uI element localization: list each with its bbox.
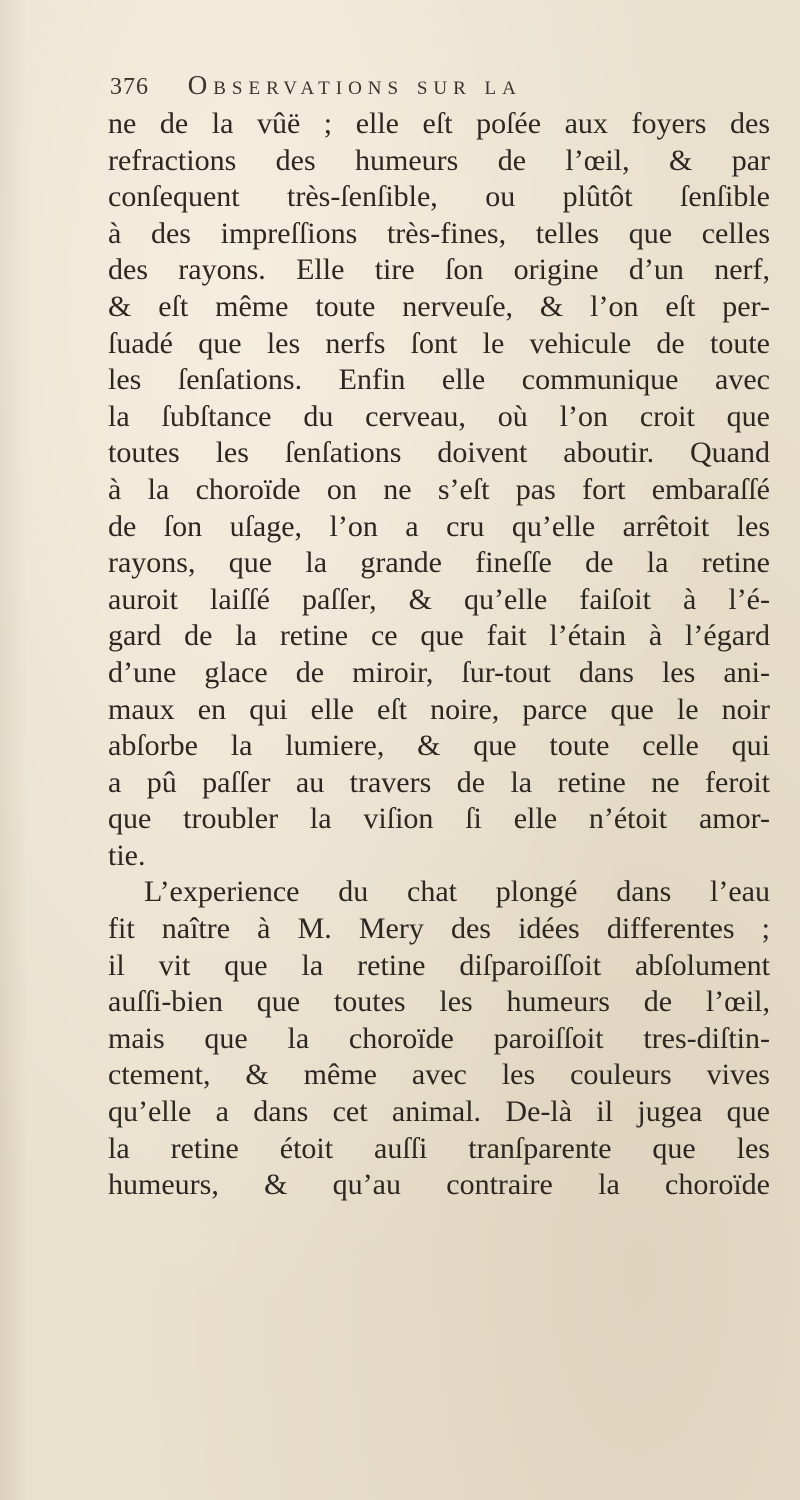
text-line: rayons, que la grande fineſſe de la retine — [108, 546, 770, 580]
text-line: gard de la retine ce que fait l’étain à l’égard — [108, 619, 770, 653]
text-line: il vit que la retine diſparoiſſoit abſolument — [108, 948, 770, 982]
text-line: la ſubſtance du cerveau, où l’on croit que — [108, 399, 770, 433]
body-text — [108, 106, 770, 1204]
text-line: a pû paſſer au travers de la retine ne feroit — [108, 765, 770, 799]
text-line: & eſt même toute nerveuſe, & l’on eſt per- — [108, 289, 770, 323]
text-line: fit naître à M. Mery des idées differentes ; — [108, 912, 770, 946]
text-line: ne de la vûë ; elle eſt poſée aux foyers des — [108, 107, 770, 140]
running-head — [110, 70, 750, 110]
text-line: d’une glace de miroir, ſur-tout dans les ani- — [108, 655, 770, 689]
text-line: ctement, & même avec les couleurs vives — [108, 1058, 770, 1092]
text-line: abſorbe la lumiere, & que toute celle qui — [108, 729, 770, 763]
text-line: des rayons. Elle tire ſon origine d’un nerf, — [108, 253, 770, 287]
text-line: auroit laiſſé paſſer, & qu’elle faiſoit à l’é- — [108, 582, 770, 616]
text-line: les ſenſations. Enfin elle communique avec — [108, 363, 770, 397]
text-line: refractions des humeurs de l’œil, & par — [108, 143, 770, 177]
text-line: que troubler la viſion ſi elle n’étoit amor- — [108, 802, 770, 836]
text-line: qu’elle a dans cet animal. De-là il jugea que — [108, 1095, 770, 1129]
paragraph-first-line: L’experience du chat plongé dans l’eau — [144, 875, 770, 909]
text-line: mais que la choroïde paroiſſoit tres-diſtin- — [108, 1021, 770, 1055]
text-line: humeurs, & qu’au contraire la choroïde — [108, 1168, 770, 1202]
text-line: à des impreſſions très-fines, telles que celles — [108, 216, 770, 250]
text-line: maux en qui elle eſt noire, parce que le noir — [108, 692, 770, 726]
page-number: 376 — [110, 74, 149, 100]
text-line: conſequent très-ſenſible, ou plûtôt ſenſible — [108, 180, 770, 214]
text-line: la retine étoit auſſi tranſparente que les — [108, 1131, 770, 1165]
running-title: Observations sur la — [187, 70, 522, 100]
text-line: toutes les ſenſations doivent aboutir. Quand — [108, 436, 770, 470]
text-line: tie. — [108, 838, 146, 872]
text-line: de ſon uſage, l’on a cru qu’elle arrêtoit les — [108, 509, 770, 543]
text-line: à la choroïde on ne s’eſt pas fort embaraſſé — [108, 472, 770, 506]
text-line: auſſi-bien que toutes les humeurs de l’œil, — [108, 985, 770, 1019]
text-line: ſuadé que les nerfs ſont le vehicule de toute — [108, 326, 770, 360]
